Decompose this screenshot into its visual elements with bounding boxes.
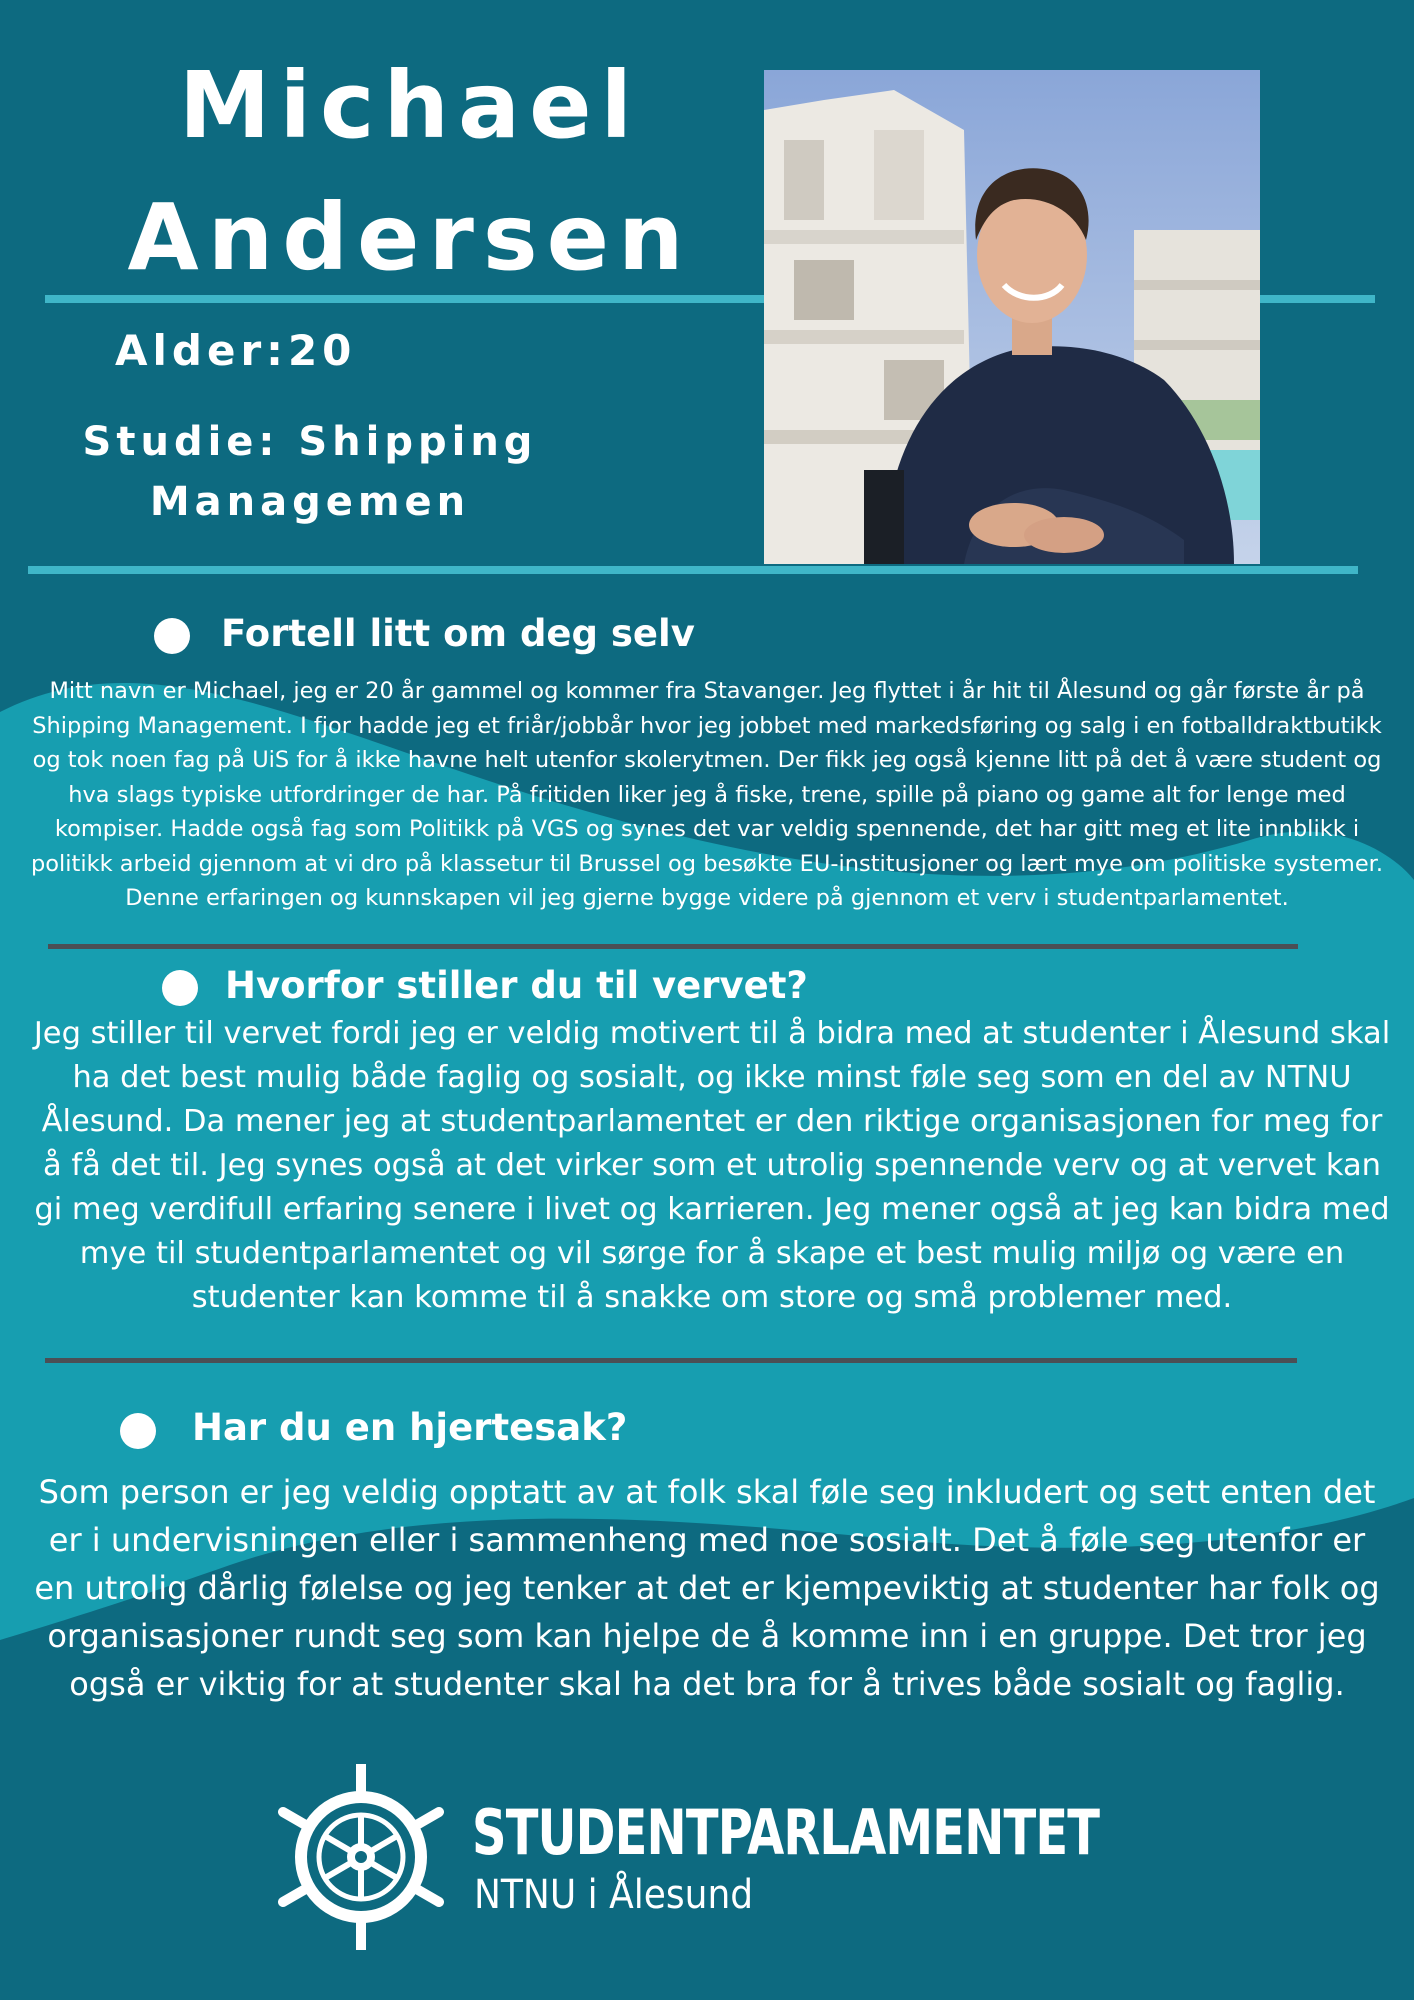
ship-wheel-icon — [278, 1764, 444, 1950]
age-label: Alder:20 — [115, 326, 357, 375]
section-title-3: Har du en hjertesak? — [192, 1406, 628, 1449]
org-name: STUDENTPARLAMENTET — [472, 1796, 1100, 1869]
section-bullet-1 — [154, 618, 190, 654]
section-text-1: Mitt navn er Michael, jeg er 20 år gammel og kommer fra Stavanger. Jeg flyttet i år hit til Ålesund og går første år på Shipping Management. I fjor hadde jeg et friår/jobbår hvor jeg jobbet med markedsføring og salg i en fotballdraktbutikk og tok noen fag på UiS for å ikke havne helt utenfor skolerytmen. Der fikk jeg også kjenne litt på det å være student og hva slags typiske utfordringer de har. På fritiden liker jeg å fiske, trene, spille på piano og game alt for lenge med kompiser. Hadde også fag som Politikk på VGS og synes det var veldig spennende, det har gitt meg et lite innblikk i politikk arbeid gjennom at vi dro på klassetur til Brussel og besøkte EU-institusjoner og lært mye om politiske systemer. Denne erfaringen og kunnskapen vil jeg gjerne bygge videre på gjennom et verv i studentparlamentet. — [30, 678, 1384, 911]
section-text-3: Som person er jeg veldig opptatt av at folk skal føle seg inkludert og sett enten det er i undervisningen eller i sammenheng med noe sosialt. Det å føle seg utenfor er en utrolig dårlig følelse og jeg tenker at det er kjempeviktig at studenter har folk og organisasjoner rundt seg som kan hjelpe de å komme inn i en gruppe. Det tror jeg også er viktig for at studenter skal ha det bra for å trives både sosialt og faglig. — [34, 1473, 1380, 1703]
study-line-1: Studie: Shipping — [82, 419, 538, 465]
candidate-name — [60, 40, 760, 304]
section-divider-2 — [45, 1358, 1297, 1363]
section-text-2: Jeg stiller til vervet fordi jeg er veldig motivert til å bidra med at studenter i Ålesund skal ha det best mulig både faglig og sosialt, og ikke minst føle seg som en del av NTNU Ålesund. Da mener jeg at studentparlamentet er den riktige organisasjonen for meg for å få det til. Jeg synes også at det virker som et utrolig spennende verv og at vervet kan gi meg verdifull erfaring senere i livet og karrieren. Jeg mener også at jeg kan bidra med mye til studentparlamentet og vil sørge for å skape et best mulig miljø og være en studenter kan komme til å snakke om store og små problemer med. — [33, 1016, 1391, 1315]
org-subtitle: NTNU i Ålesund — [474, 1872, 754, 1918]
section-divider-1 — [48, 944, 1298, 949]
section-bullet-2 — [162, 970, 198, 1006]
header-divider-bottom — [28, 566, 1358, 574]
study-label — [60, 412, 560, 532]
candidate-photo — [764, 70, 1260, 564]
first-name: Michael — [178, 52, 642, 159]
section-bullet-3 — [120, 1413, 156, 1449]
last-name: Andersen — [127, 184, 693, 291]
section-title-1: Fortell litt om deg selv — [221, 612, 695, 655]
section-title-2: Hvorfor stiller du til vervet? — [225, 964, 808, 1007]
study-line-2: Managemen — [149, 479, 471, 525]
